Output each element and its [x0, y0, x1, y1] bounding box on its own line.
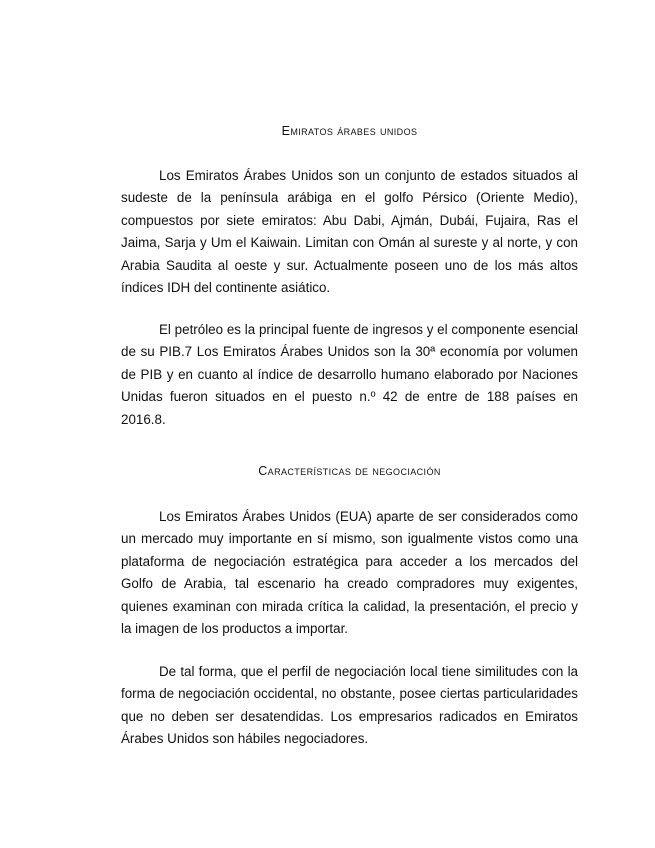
section-heading-emiratos: Emiratos árabes unidos [281, 124, 418, 138]
paragraph-intro-emiratos: Los Emiratos Árabes Unidos son un conjunto de estados situados al sudeste de la península arábiga en el golfo Pérsico (Oriente Medio), compuestos por siete emiratos: Abu Dabi, Ajmán, Dubái, Fujaira, Ras el Jaima, Sarja y Um el Kaiwain. Limitan con Omán al sureste y al norte, y con Arabia Saudita al oeste y sur. Actualmente poseen uno de los más altos índices IDH del continente asiático. [121, 168, 578, 296]
section-heading-negociacion: Características de negociación [258, 464, 441, 478]
paragraph-mercado: Los Emiratos Árabes Unidos (EUA) aparte de ser considerados como un mercado muy importante en sí mismo, son igualmente vistos como una plataforma de negociación estratégica para acceder a los mercados del Golfo de Arabia, tal escenario ha creado compradores muy exigentes, quienes examinan con mirada crítica la calidad, la presentación, el precio y la imagen de los productos a importar. [121, 509, 578, 637]
paragraph-petroleo: El petróleo es la principal fuente de ingresos y el componente esencial de su PIB.7 Los Emiratos Árabes Unidos son la 30ª economía por volumen de PIB y en cuanto al índice de desarrollo humano elaborado por Naciones Unidas fueron situados en el puesto n.º 42 de entre de 188 países en 2016.8. [121, 322, 578, 427]
paragraph-perfil-negociacion: De tal forma, que el perfil de negociación local tiene similitudes con la forma de negociación occidental, no obstante, posee ciertas particularidades que no deben ser desatendidas. Los empresarios radicados en Emiratos Árabes Unidos son hábiles negociadores. [121, 664, 578, 747]
